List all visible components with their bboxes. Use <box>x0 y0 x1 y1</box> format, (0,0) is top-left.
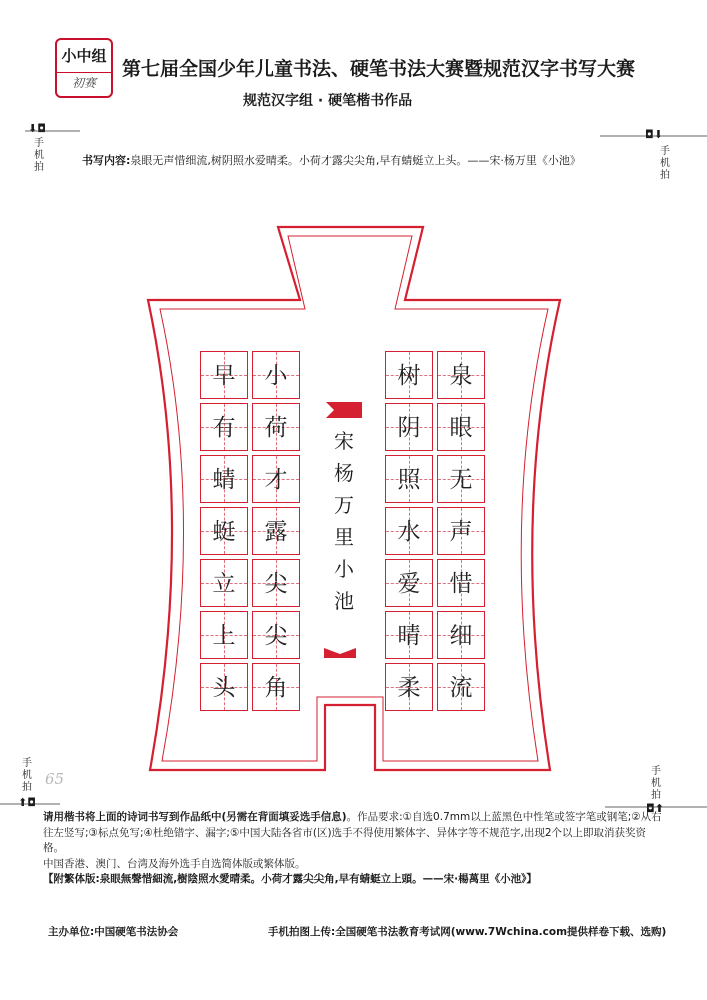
grid-cell <box>200 663 248 711</box>
side-mark-character: 拍 <box>651 790 661 801</box>
camera-icon: ⬇◘ <box>28 122 46 135</box>
camera-icon: ⬆◘ <box>18 796 36 809</box>
side-mark-character: 机 <box>22 770 32 781</box>
grid-cell <box>385 611 433 659</box>
pencil-mark: 65 <box>45 770 65 788</box>
writing-content-label: 书写内容: <box>82 154 131 167</box>
camera-icon: ◘⬆ <box>646 802 664 815</box>
grid-cell <box>200 559 248 607</box>
signature-column <box>324 425 364 617</box>
grid-character: 有 <box>212 415 236 441</box>
grid-character: 无 <box>449 467 473 493</box>
grid-character: 小 <box>264 363 288 389</box>
grid-character: 头 <box>212 675 236 701</box>
grid-cell <box>252 611 300 659</box>
grid-cell <box>385 507 433 555</box>
grid-cell <box>385 663 433 711</box>
side-mark-character: 拍 <box>34 162 44 173</box>
grid-cell <box>437 663 485 711</box>
grid-cell <box>252 559 300 607</box>
instructions-body: 。作品要求:①自选0.7mm以上蓝黑色中性笔或签字笔或钢笔;②从右往左竖写;③标点免写;④杜绝错字、漏字;⑤中国大陆各省市(区)选手不得使用繁体字、异体字等不规范字,出现2个以上即取消获奖资格。 <box>43 811 662 854</box>
grid-character: 尖 <box>264 623 288 649</box>
grid-character: 泉 <box>449 363 473 389</box>
grid-cell <box>437 559 485 607</box>
grid-character: 上 <box>212 623 236 649</box>
grid-character: 爱 <box>397 571 421 597</box>
grid-cell <box>437 507 485 555</box>
instructions <box>43 810 663 888</box>
side-mark-character: 机 <box>660 158 670 169</box>
grid-cell <box>437 403 485 451</box>
grid-cell <box>252 507 300 555</box>
grid-character: 露 <box>264 519 288 545</box>
instructions-lead: 请用楷书将上面的诗词书写到作品纸中(另需在背面填妥选手信息) <box>43 811 347 823</box>
side-mark-character: 手 <box>34 138 44 149</box>
grid-cell <box>437 611 485 659</box>
grid-cell <box>200 403 248 451</box>
signature-character: 小 <box>334 557 354 581</box>
grid-cell <box>252 663 300 711</box>
instructions-traditional: 【附繁体版:泉眼無聲惜細流,樹陰照水愛晴柔。小荷才露尖尖角,早有蜻蜓立上頭。——宋·楊萬里《小池》】 <box>43 873 537 885</box>
badge-group-label: 小中组 <box>57 40 111 73</box>
side-mark-character: 拍 <box>22 782 32 793</box>
grid-character: 早 <box>212 363 236 389</box>
grid-character: 阴 <box>397 415 421 441</box>
grid-cell <box>252 403 300 451</box>
signature-character: 宋 <box>334 429 354 453</box>
grid-cell <box>200 611 248 659</box>
grid-character: 柔 <box>397 675 421 701</box>
grid-character: 细 <box>449 623 473 649</box>
grid-cell <box>385 559 433 607</box>
grid-character: 角 <box>264 675 288 701</box>
signature-character: 杨 <box>334 461 354 485</box>
grid-character: 树 <box>397 363 421 389</box>
camera-icon: ◘⬇ <box>645 128 663 141</box>
page-subtitle: 规范汉字组 · 硬笔楷书作品 <box>243 93 413 109</box>
page-title: 第七届全国少年儿童书法、硬笔书法大赛暨规范汉字书写大赛 <box>122 58 636 80</box>
grid-character: 蜻 <box>212 467 236 493</box>
grid-character: 晴 <box>397 623 421 649</box>
side-mark-character: 手 <box>651 766 661 777</box>
side-mark-character: 机 <box>34 150 44 161</box>
side-mark-character: 拍 <box>660 170 670 181</box>
side-mark-character: 手 <box>22 758 32 769</box>
grid-cell <box>200 507 248 555</box>
signature-bottom-marker <box>322 644 358 660</box>
side-mark-character: 手 <box>660 146 670 157</box>
grid-cell <box>437 455 485 503</box>
instructions-overseas: 中国香港、澳门、台湾及海外选手自选简体版或繁体版。 <box>43 857 306 870</box>
writing-content-text: 泉眼无声惜细流,树阴照水爱晴柔。小荷才露尖尖角,早有蜻蜓立上头。——宋·杨万里《小池》 <box>130 154 581 167</box>
grid-character: 惜 <box>449 571 473 597</box>
grid-character: 声 <box>449 519 473 545</box>
footer-organizer: 主办单位:中国硬笔书法协会 <box>48 926 179 938</box>
grid-character: 眼 <box>449 415 473 441</box>
grid-cell <box>252 455 300 503</box>
grid-character: 照 <box>397 467 421 493</box>
grid-cell <box>385 455 433 503</box>
badge-round-label: 初赛 <box>71 76 96 90</box>
grid-character: 立 <box>212 571 236 597</box>
grid-cell <box>437 351 485 399</box>
footer-upload-link[interactable]: 手机拍图上传:全国硬笔书法教育考试网(www.7Wchina.com提供样卷下载、选购) <box>268 926 667 938</box>
side-mark-character: 机 <box>651 778 661 789</box>
grid-character: 尖 <box>264 571 288 597</box>
grid-character: 才 <box>264 467 288 493</box>
grid-character: 蜓 <box>212 519 236 545</box>
grid-character: 水 <box>397 519 421 545</box>
grid-cell <box>385 351 433 399</box>
grid-cell <box>385 403 433 451</box>
grid-cell <box>200 455 248 503</box>
signature-character: 万 <box>334 493 354 517</box>
grid-character: 流 <box>449 675 473 701</box>
signature-top-marker <box>318 400 370 420</box>
grid-character: 荷 <box>264 415 288 441</box>
grid-cell <box>200 351 248 399</box>
signature-character: 里 <box>334 525 354 549</box>
signature-character: 池 <box>334 589 354 613</box>
grid-cell <box>252 351 300 399</box>
